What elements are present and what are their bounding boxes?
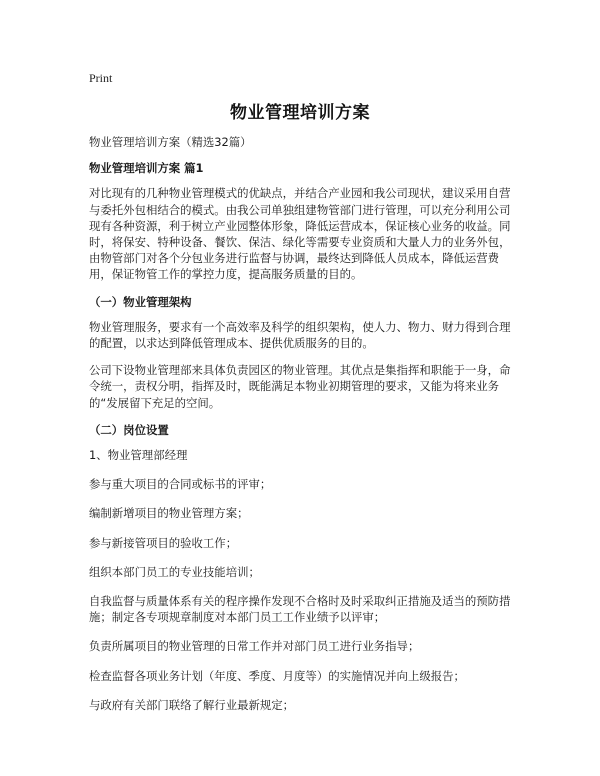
paragraph: 公司下设物业管理部来具体负责园区的物业管理。其优点是集指挥和职能于一身，命令统一，责权分明，指挥及时，既能满足本物业初期管理的要求，又能为将来业务的“发展留下充足的空间。	[89, 363, 511, 410]
duty-item: 参与重大项目的合同或标书的评审；	[89, 477, 272, 492]
page-title: 物业管理培训方案	[230, 103, 370, 123]
position-title: 1、物业管理部经理	[89, 448, 188, 463]
duty-item: 组织本部门员工的专业技能培训；	[89, 564, 260, 579]
duty-item: 自我监督与质量体系有关的程序操作发现不合格时及时采取纠正措施及适当的预防措施；制定各专项规章制度对本部门员工工作业绩予以评审；	[89, 594, 511, 625]
duty-item: 检查监督各项业务计划（年度、季度、月度等）的实施情况并向上级报告；	[89, 668, 465, 683]
document-body	[89, 134, 515, 726]
subtitle: 物业管理培训方案（精选32篇）	[89, 135, 252, 149]
section-heading-positions: （二）岗位设置	[89, 422, 169, 437]
duty-item: 与政府有关部门联络了解行业最新规定；	[89, 697, 295, 712]
duty-item: 负责所属项目的物业管理的日常工作并对部门员工进行业务指导；	[89, 639, 420, 654]
section-heading-architecture: （一）物业管理架构	[89, 294, 192, 309]
print-label: Print	[89, 71, 113, 85]
chapter-heading: 物业管理培训方案 篇1	[89, 161, 204, 176]
paragraph: 物业管理服务，要求有一个高效率及科学的组织架构，使人力、物力、财力得到合理的配置，以求达到降低管理成本、提供优质服务的目的。	[89, 319, 511, 351]
intro-paragraph: 对比现有的几种物业管理模式的优缺点，并结合产业园和我公司现状，建议采用自营与委托外包相结合的模式。由我公司单独组建物管部门进行管理，可以充分利用公司现有各种资源，利于树立产业园整体形象，降低运营成本，保证核心业务的收益。同时，将保安、特种设备、餐饮、保洁、绿化等需要专业资质和大量人力的业务外包，由物管部门对各个分包业务进行监督与协调，最终达到降低人员成本，降低运营费用，保证物管工作的掌控力度，提高服务质量的目的。	[89, 186, 511, 282]
duty-item: 编制新增项目的物业管理方案；	[89, 506, 249, 521]
duty-item: 参与新接管项目的验收工作；	[89, 535, 238, 550]
